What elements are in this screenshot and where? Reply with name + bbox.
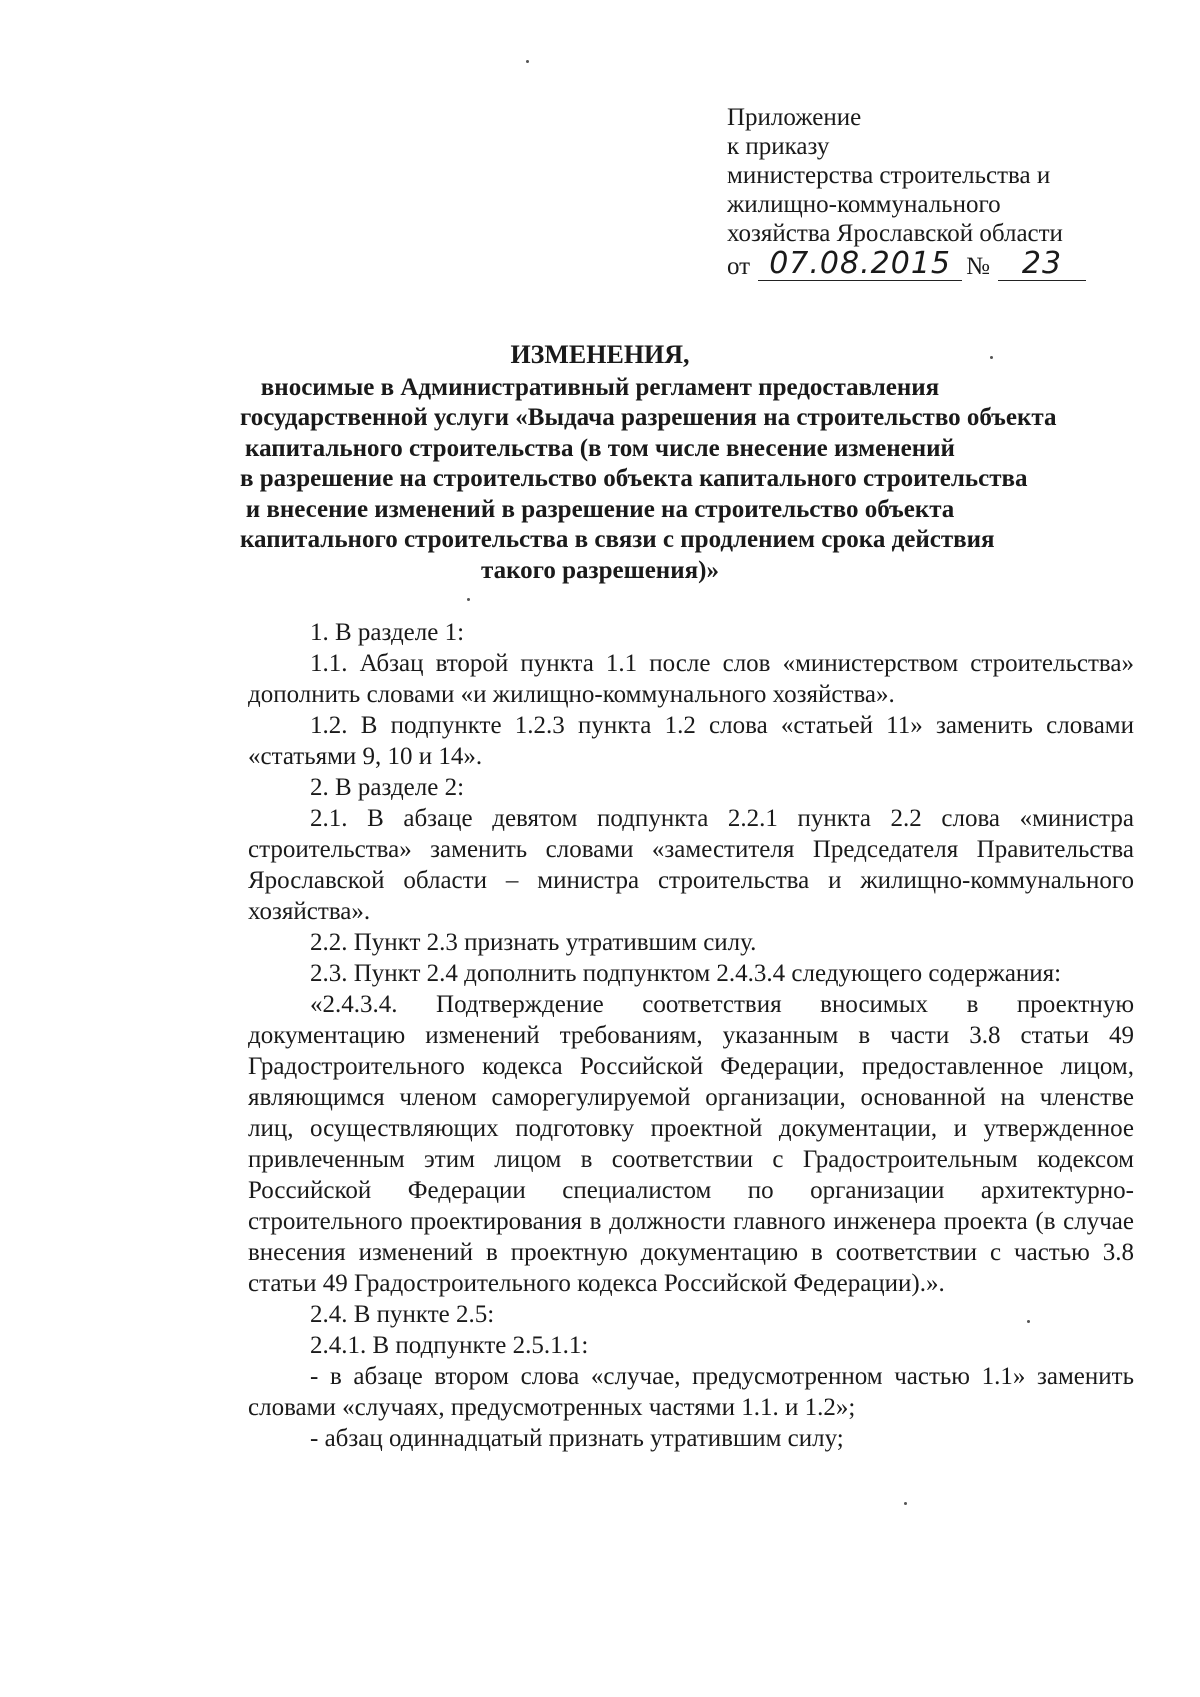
- order-number-handwritten: 23: [998, 248, 1086, 281]
- paragraph: «2.4.3.4. Подтверждение соответствия вносимых в проектную документацию изменений требованиям, указанным в части 3.8 статьи 49 Градостроительного кодекса Российской Федерации, предоставленное лицом, являющимся членом саморегулируемой организации, основанной на членстве лиц, осуществляющих подготовку проектной документации, и утвержденное привлеченным этим лицом в соответствии с Градостроительным кодексом Российской Федерации специалистом по организации архитектурно-строительного проектирования в должности главного инженера проекта (в случае внесения изменений в проектную документацию в соответствии с частью 3.8 статьи 49 Градостроительного кодекса Российской Федерации).».: [248, 991, 1134, 1297]
- title-line: капитального строительства в связи с продлением срока действия: [240, 526, 995, 553]
- paragraph: 1.2. В подпункте 1.2.3 пункта 1.2 слова «статьей 11» заменить словами «статьями 9, 10 и 14».: [248, 712, 1134, 770]
- paragraph: 2.1. В абзаце девятом подпункта 2.2.1 пункта 2.2 слова «министра строительства» заменить словами «заместителя Председателя Правительства Ярославской области – министра строительства и жилищно-коммунального хозяйства».: [248, 805, 1134, 925]
- paragraph: 1. В разделе 1:: [310, 619, 465, 646]
- paragraph: 2. В разделе 2:: [310, 774, 465, 801]
- appendix-line: к приказу: [727, 133, 830, 160]
- paragraph: - абзац одиннадцатый признать утратившим силу;: [310, 1425, 844, 1452]
- title-line: государственной услуги «Выдача разрешения на строительство объекта: [240, 404, 1057, 431]
- order-prefix: от: [727, 253, 751, 280]
- appendix-line: министерства строительства и: [727, 162, 1051, 189]
- appendix-header: [727, 103, 1147, 281]
- title-line: в разрешение на строительство объекта капитального строительства: [240, 465, 1028, 492]
- scan-speck: [1027, 1320, 1030, 1323]
- paragraph: 2.2. Пункт 2.3 признать утратившим силу.: [310, 929, 757, 956]
- scan-speck: [904, 1502, 907, 1505]
- paragraph: 1.1. Абзац второй пункта 1.1 после слов «министерством строительства» дополнить словами «и жилищно-коммунального хозяйства».: [248, 650, 1134, 708]
- appendix-line: жилищно-коммунального: [727, 191, 1001, 218]
- paragraph: 2.4. В пункте 2.5:: [310, 1301, 495, 1328]
- order-date-line: [727, 248, 1147, 281]
- order-number-sign: №: [966, 253, 990, 280]
- document-title: [240, 340, 1057, 586]
- paragraph: 2.4.1. В подпункте 2.5.1.1:: [310, 1332, 589, 1359]
- paragraph: - в абзаце втором слова «случае, предусмотренном частью 1.1» заменить словами «случаях, предусмотренных частями 1.1. и 1.2»;: [248, 1363, 1134, 1421]
- document-body: [248, 617, 1134, 1454]
- title-line: вносимые в Административный регламент предоставления: [260, 373, 940, 401]
- title-line: и внесение изменений в разрешение на строительство объекта: [245, 495, 955, 523]
- appendix-line: хозяйства Ярославской области: [727, 220, 1063, 247]
- appendix-line: Приложение: [727, 104, 862, 131]
- title-line: капитального строительства (в том числе внесение изменений: [245, 434, 955, 462]
- title-line: такого разрешения)»: [481, 556, 719, 584]
- title-main: ИЗМЕНЕНИЯ,: [510, 340, 690, 369]
- order-date-handwritten: 07.08.2015: [758, 248, 962, 281]
- scan-speck: [526, 60, 529, 63]
- scan-speck: [467, 598, 470, 601]
- scan-speck: [990, 356, 993, 359]
- paragraph: 2.3. Пункт 2.4 дополнить подпунктом 2.4.3.4 следующего содержания:: [310, 960, 1062, 987]
